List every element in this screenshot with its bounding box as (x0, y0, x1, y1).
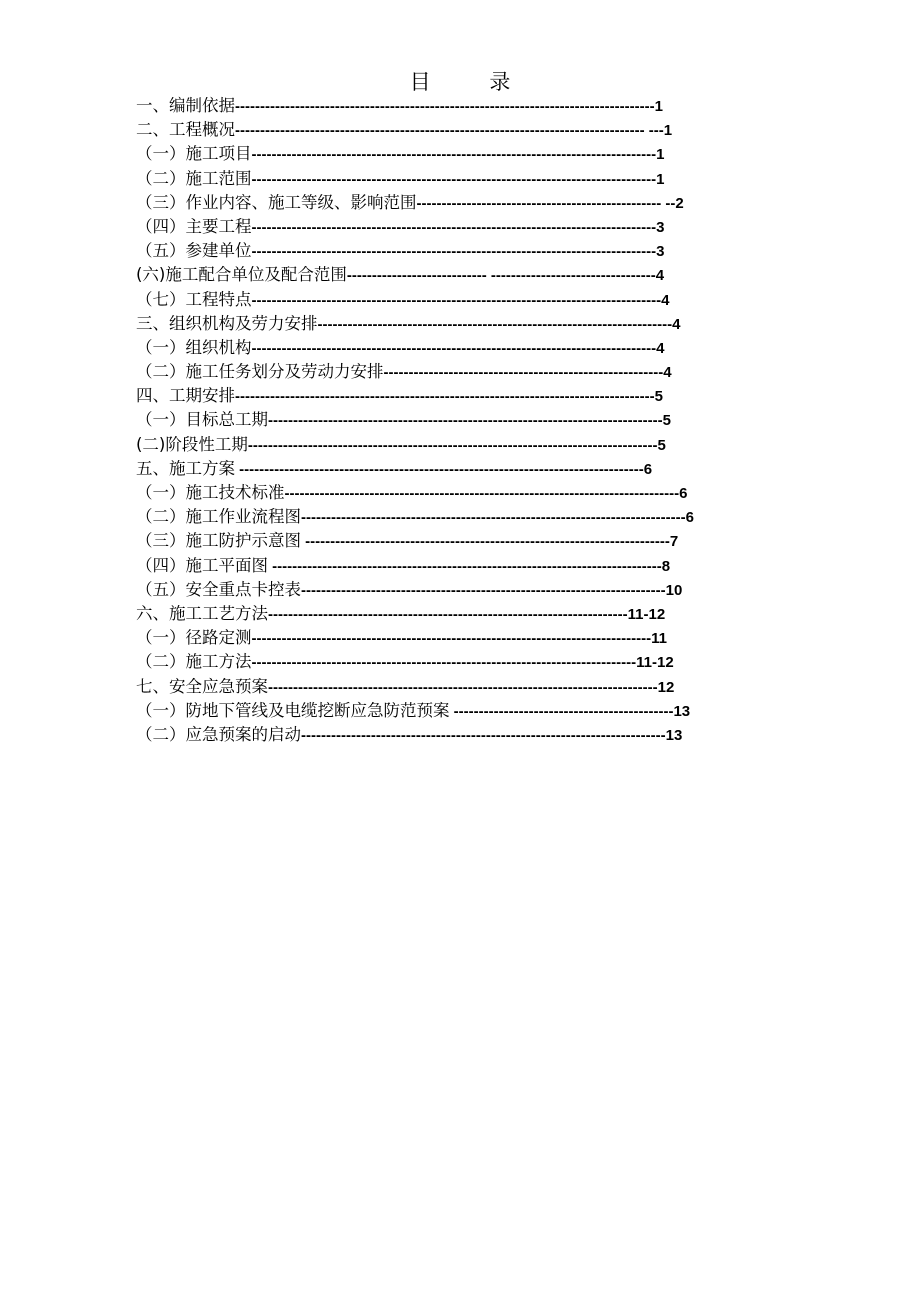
toc-leader-dashes: --------------------------------------------------------------------------------- (251, 339, 657, 357)
toc-entry-label: （五）安全重点卡控表 (136, 579, 301, 599)
toc-entry (136, 94, 694, 118)
toc-entry-label: （一）施工技术标准 (136, 483, 285, 502)
toc-page-number: 3 (656, 243, 665, 261)
toc-entry (136, 360, 694, 384)
toc-entry-label: (二)阶段性工期 (136, 434, 248, 454)
page-title: 目 录 (409, 70, 537, 94)
toc-leader-dashes: ------------------------------------------------------------------------------- (268, 412, 663, 430)
toc-leader-dashes: --------------------------------------------------------------------------------- (251, 243, 657, 261)
toc-entry-label: 五、施工方案 (136, 458, 235, 478)
toc-page-number: 2 (675, 194, 684, 212)
toc-entry (136, 239, 694, 263)
toc-page-number: 11-12 (636, 654, 674, 672)
toc-page-number: 10 (665, 581, 683, 599)
toc-page-number: 4 (661, 291, 670, 309)
toc-entry (136, 191, 694, 215)
toc-leader-dashes: ------------------------------------------------------------------------------ (268, 557, 662, 575)
toc-page-number: 6 (679, 485, 688, 502)
toc-leader-dashes: --------------------------------------------------------------------------------- (251, 170, 657, 188)
toc-page-number: 4 (663, 364, 672, 382)
toc-page-number: 13 (673, 702, 691, 720)
toc-entry-label: 六、施工工艺方法 (136, 603, 268, 623)
toc-leader-dashes: ------------------------------------------------------------------------------------ (235, 388, 655, 406)
toc-entry (136, 626, 694, 650)
toc-entry (136, 650, 694, 674)
toc-entry-label: 七、安全应急预案 (136, 676, 268, 696)
toc-entry-label: （一）防地下管线及电缆挖断应急防范预案 (136, 700, 450, 720)
toc-entry (136, 336, 694, 360)
toc-leader-dashes: ------------------------------------------------- -- (416, 194, 676, 212)
toc-page-number: 6 (643, 460, 653, 478)
toc-entry-label: 一、编制依据 (136, 96, 235, 115)
table-of-contents (136, 94, 694, 747)
toc-leader-dashes: ----------------------------------------------------------------------------- (301, 509, 686, 527)
toc-page-number: 12 (657, 678, 675, 696)
toc-entry (136, 602, 694, 626)
toc-leader-dashes: --------------------------------------------------------------------------------- (251, 218, 657, 236)
toc-page-number: 11-12 (627, 605, 666, 623)
toc-entry (136, 699, 694, 723)
toc-leader-dashes: ---------------------------- --------------------------------- (346, 267, 656, 285)
toc-leader-dashes: -------------------------------------------- (449, 702, 674, 720)
toc-entry-label: （一）目标总工期 (136, 410, 268, 430)
toc-page-number: 13 (665, 726, 683, 744)
toc-entry-label: （七）工程特点 (136, 289, 252, 309)
toc-entry (136, 167, 694, 191)
toc-page-number: 8 (661, 557, 671, 575)
toc-entry-label: 三、组织机构及劳力安排 (136, 313, 318, 333)
toc-entry (136, 505, 694, 529)
toc-leader-dashes: ------------------------------------------------------------------------- (301, 533, 670, 551)
toc-entry (136, 723, 694, 747)
toc-leader-dashes: -------------------------------------------------------------------------------- (251, 630, 652, 648)
toc-entry (136, 554, 694, 578)
toc-entry (136, 457, 694, 481)
toc-leader-dashes: ---------------------------------------------------------------------------------- (251, 291, 662, 309)
toc-entry-label: （二）施工方法 (136, 652, 252, 672)
toc-entry (136, 578, 694, 602)
toc-page-number: 1 (656, 146, 665, 164)
toc-entry-label: （一）施工项目 (136, 144, 252, 164)
toc-entry (136, 288, 694, 312)
toc-page-number: 11 (651, 630, 667, 648)
toc-entry (136, 675, 694, 699)
toc-leader-dashes: ------------------------------------------------------------------------ (268, 605, 628, 623)
toc-leader-dashes: ----------------------------------------------------------------------------- (251, 654, 637, 672)
toc-page-number: 3 (656, 218, 665, 236)
toc-entry-label: 四、工期安排 (136, 386, 235, 406)
toc-entry (136, 529, 694, 553)
toc-page-number: 7 (669, 533, 679, 551)
toc-entry-label: （一）径路定测 (136, 628, 252, 648)
toc-entry (136, 263, 694, 287)
toc-entry-label: （四）主要工程 (136, 216, 252, 236)
toc-leader-dashes: --------------------------------------------------------------------------------- (235, 460, 644, 478)
toc-entry (136, 384, 694, 408)
toc-leader-dashes: -------------------------------------------------------- (383, 364, 664, 382)
toc-leader-dashes: ------------------------------------------------------------------------- (301, 726, 666, 744)
toc-entry-label: （五）参建单位 (136, 241, 252, 261)
toc-entry-label: （二）施工任务划分及劳动力安排 (136, 362, 384, 382)
toc-entry-label: （一）组织机构 (136, 337, 252, 357)
toc-page-number: 6 (685, 509, 694, 527)
toc-entry (136, 481, 694, 505)
toc-entry (136, 118, 694, 142)
toc-page-number: 4 (656, 339, 665, 357)
toc-entry-label: （三）施工防护示意图 (136, 531, 301, 551)
toc-entry-label: （四）施工平面图 (136, 555, 268, 575)
toc-entry (136, 312, 694, 336)
toc-entry (136, 408, 694, 432)
toc-entry-label: （二）施工范围 (136, 168, 252, 188)
toc-page-number: 5 (654, 388, 663, 406)
toc-entry (136, 433, 694, 457)
toc-page-number: 1 (654, 98, 663, 115)
toc-entry-label: 二、工程概况 (136, 120, 235, 140)
toc-entry (136, 215, 694, 239)
toc-page-number: 5 (657, 436, 666, 454)
toc-page-number: 4 (672, 315, 681, 333)
toc-leader-dashes: ---------------------------------------------------------------------------------- --- (235, 122, 664, 140)
toc-page-number: 5 (662, 412, 671, 430)
toc-leader-dashes: --------------------------------------------------------------------------------- (251, 146, 657, 164)
toc-leader-dashes: ------------------------------------------------------------------------- (301, 581, 666, 599)
toc-leader-dashes: ---------------------------------------------------------------------------------- (247, 436, 658, 454)
toc-entry (136, 142, 694, 166)
toc-entry-label: (六)施工配合单位及配合范围 (136, 265, 347, 285)
toc-leader-dashes: ------------------------------------------------------------------------------------ (235, 98, 655, 115)
toc-leader-dashes: ------------------------------------------------------------------------------- (284, 485, 680, 502)
toc-leader-dashes: ----------------------------------------------------------------------- (317, 315, 673, 333)
toc-entry-label: （二）施工作业流程图 (136, 507, 301, 527)
toc-entry-label: （三）作业内容、施工等级、影响范围 (136, 192, 417, 212)
toc-page-number: 1 (663, 122, 673, 140)
toc-page-number: 1 (656, 170, 665, 188)
toc-leader-dashes: ------------------------------------------------------------------------------ (268, 678, 658, 696)
toc-page-number: 4 (655, 267, 665, 285)
toc-entry-label: （二）应急预案的启动 (136, 724, 301, 744)
